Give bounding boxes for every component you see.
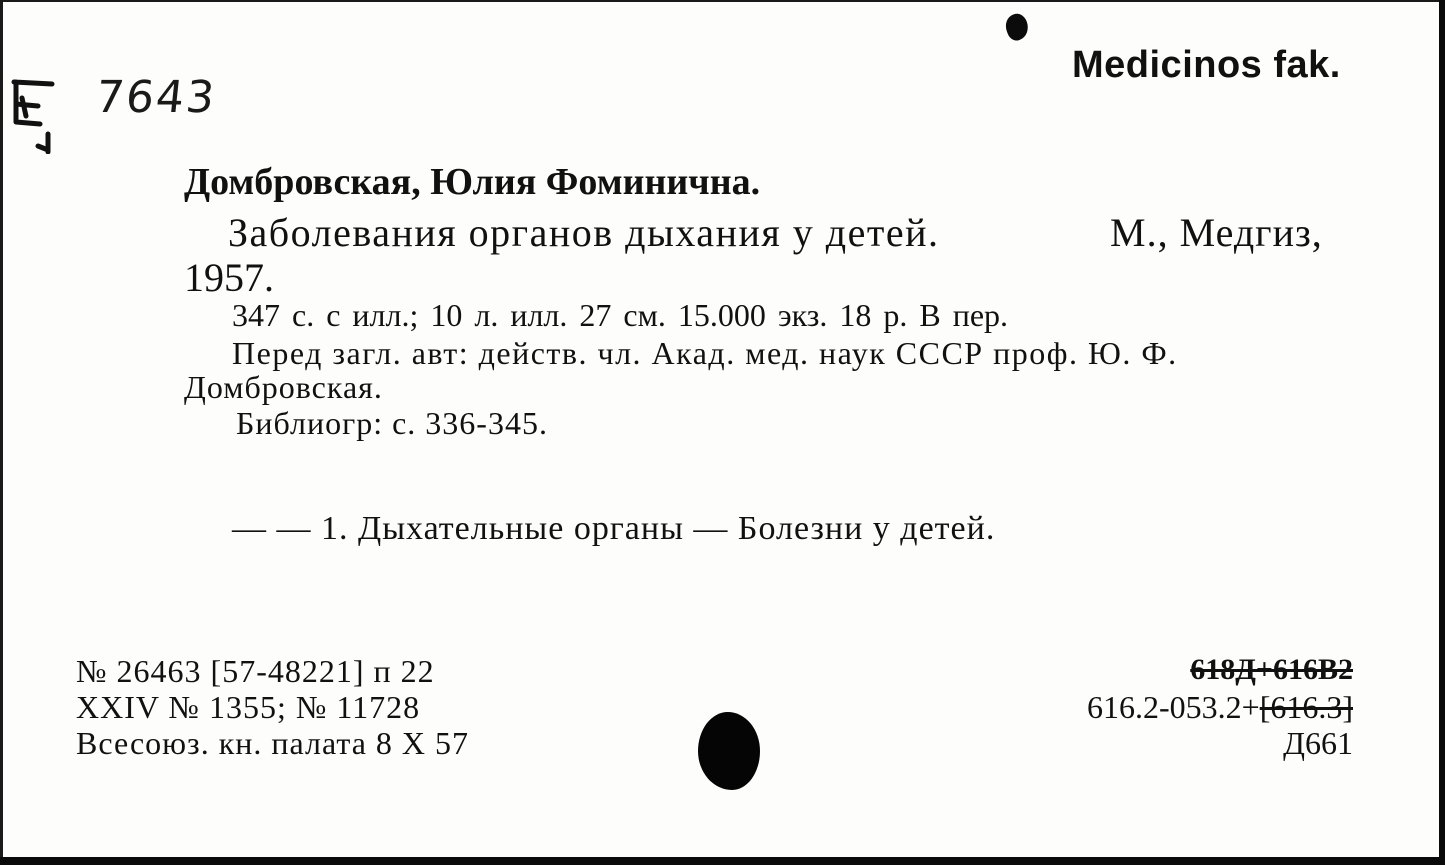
subject-heading: — — 1. Дыхательные органы — Болезни у детей. bbox=[232, 510, 996, 547]
publication-year: 1957. bbox=[184, 255, 274, 300]
udc-struck-number: [616.3] bbox=[1259, 689, 1353, 725]
note-line-2: Домбровская. bbox=[184, 369, 383, 405]
publisher: М., Медгиз, bbox=[1110, 210, 1323, 255]
author-sign: Д661 bbox=[1283, 725, 1353, 761]
author-heading: Домбровская, Юлия Фоминична. bbox=[184, 161, 761, 203]
handwritten-bracket-mark bbox=[8, 76, 58, 154]
registry-line-3: Всесоюз. кн. палата 8 X 57 bbox=[76, 725, 469, 761]
physical-description: 347 с. с илл.; 10 л. илл. 27 см. 15.000 экз. 18 р. В пер. bbox=[232, 297, 1009, 333]
udc-number: 616.2-053.2+ bbox=[1086, 689, 1260, 725]
note-line-1: Перед загл. авт: действ. чл. Акад. мед. наук СССР проф. Ю. Ф. bbox=[232, 335, 1178, 371]
classification-udc bbox=[1087, 689, 1353, 726]
card-left-edge bbox=[0, 0, 3, 865]
card-top-edge bbox=[0, 0, 1445, 2]
library-stamp: Medicinos fak. bbox=[1072, 44, 1341, 86]
card-bottom-edge bbox=[0, 857, 1445, 865]
registry-line-1: № 26463 [57-48221] п 22 bbox=[76, 653, 435, 689]
punched-hole-tail bbox=[712, 770, 742, 788]
handwritten-call-number: 7643 bbox=[93, 72, 219, 123]
card-right-edge bbox=[1439, 0, 1445, 865]
book-title: Заболевания органов дыхания у детей. bbox=[228, 210, 940, 255]
bibliography-note: Библиогр: с. 336-345. bbox=[236, 405, 548, 441]
classification-struck: 618Д+616В2 bbox=[1190, 653, 1353, 686]
registry-line-2: XXIV № 1355; № 11728 bbox=[76, 689, 421, 725]
ink-blot-top bbox=[1002, 11, 1032, 43]
